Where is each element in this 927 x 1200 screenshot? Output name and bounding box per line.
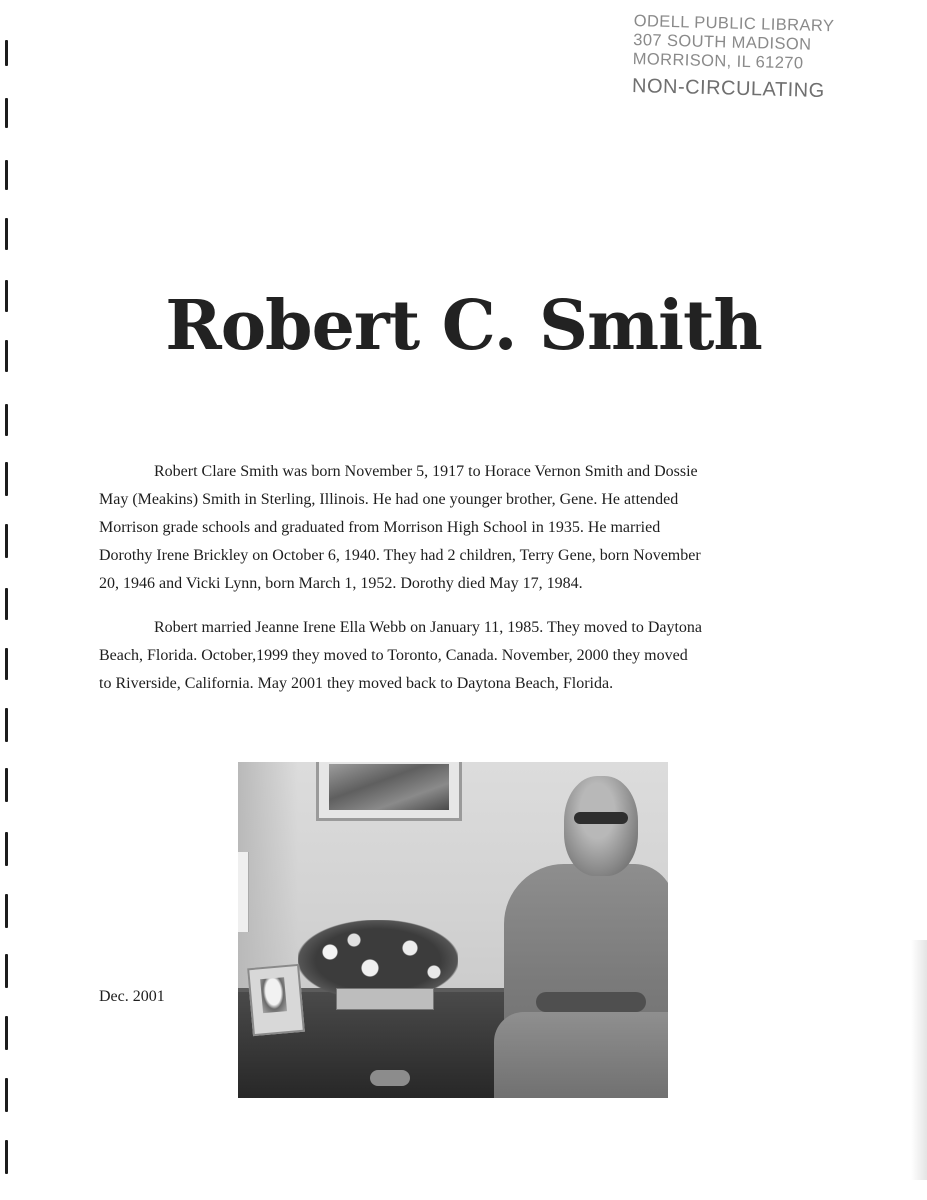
binder-mark [5, 404, 8, 436]
paragraph-line: May (Meakins) Smith in Sterling, Illinois. He had one younger brother, Gene. He attended [99, 491, 679, 508]
binder-mark [5, 832, 8, 866]
page-title: Robert C. Smith [165, 286, 762, 366]
photo-small-picture-frame [247, 964, 305, 1036]
portrait-photo [238, 762, 668, 1098]
binder-mark [5, 524, 8, 558]
binder-mark [5, 218, 8, 250]
photo-drawer-handle [370, 1070, 410, 1086]
stamp-non-circulating: NON-CIRCULATING [631, 74, 825, 103]
stamp-city: MORRISON, IL 61270 [632, 49, 804, 73]
binder-mark [5, 768, 8, 802]
binder-mark [5, 1078, 8, 1112]
binder-mark [5, 462, 8, 496]
binder-mark [5, 954, 8, 988]
binder-mark [5, 98, 8, 128]
library-stamp [632, 12, 874, 102]
paragraph-line: Beach, Florida. October,1999 they moved to Toronto, Canada. November, 2000 they moved [99, 647, 688, 664]
photo-man-glasses [574, 812, 628, 824]
paragraph-line: 20, 1946 and Vicki Lynn, born March 1, 1952. Dorothy died May 17, 1984. [99, 575, 583, 592]
photo-painting-canvas [329, 764, 449, 810]
biography-paragraph-2 [99, 614, 799, 698]
binder-mark [5, 160, 8, 190]
binder-mark [5, 40, 8, 66]
photo-caption: Dec. 2001 [99, 988, 165, 1005]
paragraph-line: Robert married Jeanne Irene Ella Webb on January 11, 1985. They moved to Daytona [154, 619, 703, 636]
stamp-library-name: ODELL PUBLIC LIBRARY [633, 12, 835, 36]
paragraph-line: Robert Clare Smith was born November 5, 1917 to Horace Vernon Smith and Dossie [154, 463, 698, 480]
paragraph-line: Dorothy Irene Brickley on October 6, 1940. They had 2 children, Terry Gene, born November [99, 547, 701, 564]
binder-mark [5, 648, 8, 680]
photo-wall-painting [316, 762, 462, 821]
photo-lamp-shade [238, 852, 249, 932]
photo-flower-vase [336, 988, 434, 1010]
binder-mark [5, 1016, 8, 1050]
stamp-street: 307 SOUTH MADISON [633, 30, 812, 54]
biography-paragraph-1 [99, 458, 799, 598]
paragraph-line: Morrison grade schools and graduated from Morrison High School in 1935. He married [99, 519, 661, 536]
binder-mark [5, 588, 8, 620]
photo-man-head [564, 776, 638, 876]
photo-small-portrait [260, 977, 287, 1013]
page-edge-shade [911, 940, 927, 1180]
paragraph-line: to Riverside, California. May 2001 they moved back to Daytona Beach, Florida. [99, 675, 614, 692]
binder-mark [5, 1140, 8, 1174]
binder-mark [5, 708, 8, 742]
binder-mark [5, 894, 8, 928]
photo-man-hands [536, 992, 646, 1012]
photo-man-lap [494, 1012, 668, 1098]
